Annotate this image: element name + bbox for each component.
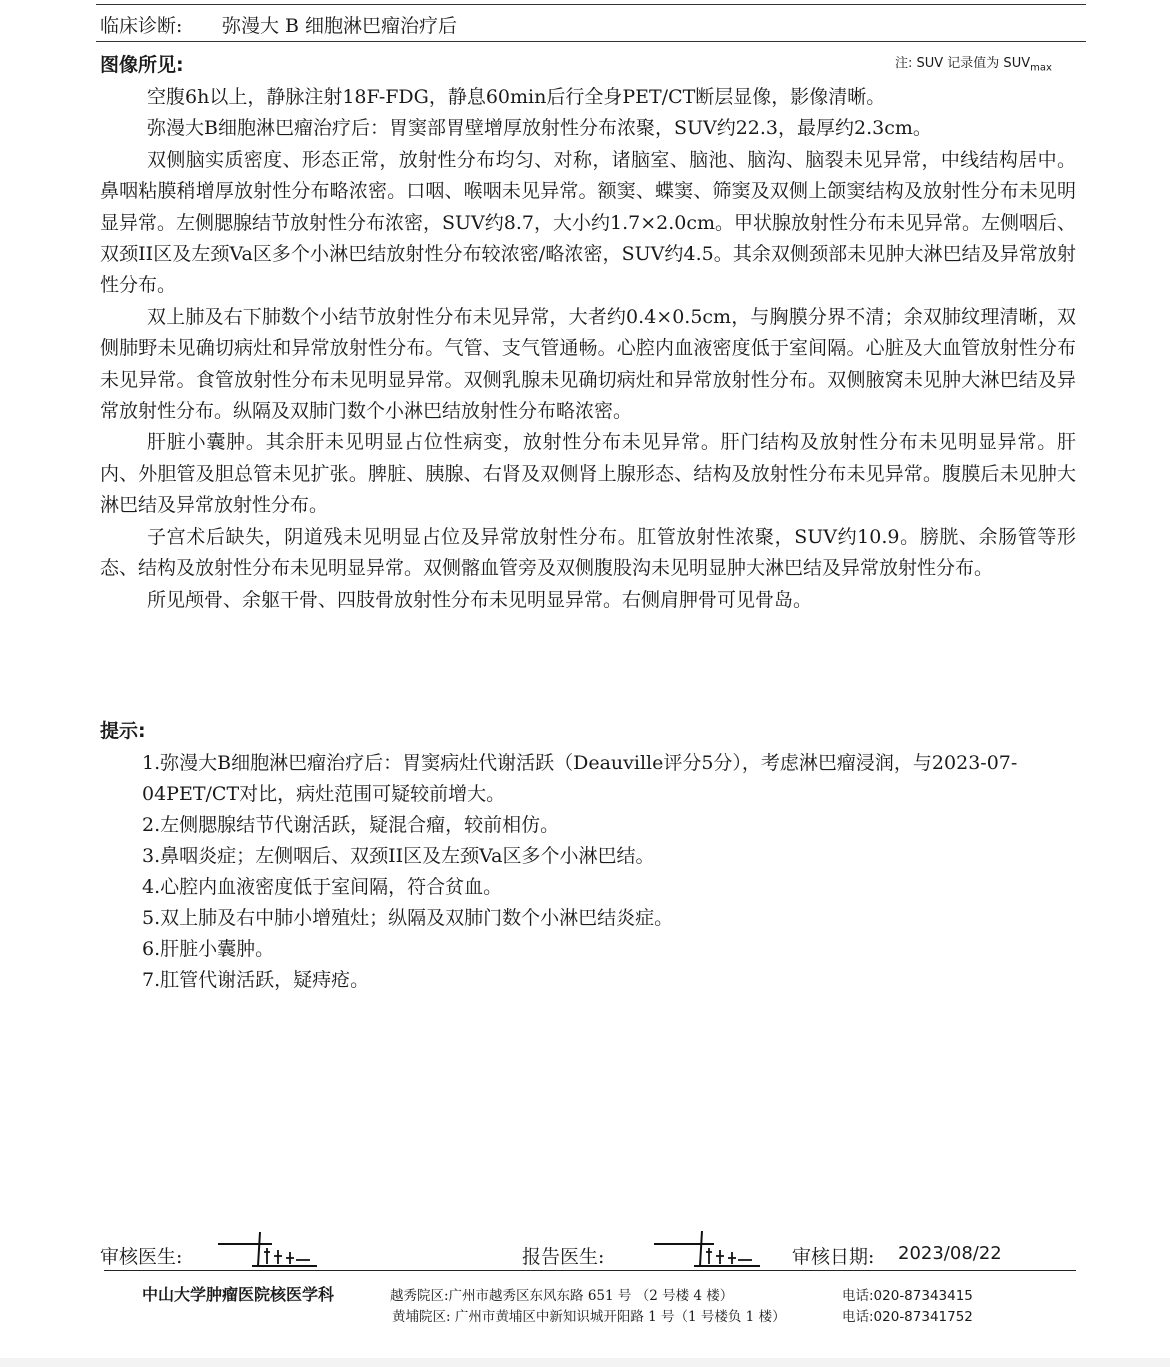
reporter-signature [650,1228,765,1270]
suv-note-subscript: max [1030,62,1052,74]
reviewer-signature [212,1230,322,1270]
footer-rule [104,1270,1076,1271]
header-rule [96,41,1086,42]
review-date-label: 审核日期: [792,1246,875,1268]
impression-item: 5.双上肺及右中肺小增殖灶；纵隔及双肺门数个小淋巴结炎症。 [142,907,674,929]
clinical-diagnosis-label: 临床诊断: [100,15,183,37]
findings-paragraph: 所见颅骨、余躯干骨、四肢骨放射性分布未见明显异常。右侧肩胛骨可见骨岛。 [147,588,813,611]
findings-paragraph: 双侧脑实质密度、形态正常，放射性分布均匀、对称，诸脑室、脑池、脑沟、脑裂未见异常，中线结构居中。鼻咽粘膜稍增厚放射性分布略浓密。口咽、喉咽未见异常。额窦、蝶窦、筛窦及双侧上颌窦结构及放射性分布未见明显异常。左侧腮腺结节放射性分布浓密，SUV约8.7，大小约1.7×2.0cm。甲状腺放射性分布未见异常。左侧咽后、双颈II区及左颈Va区多个小淋巴结放射性分布较浓密/略浓密，SUV约4.5。其余双侧颈部未见肿大淋巴结及异常放射性分布。 [100,148,1076,297]
findings-paragraph: 空腹6h以上，静脉注射18F-FDG，静息60min后行全身PET/CT断层显像，影像清晰。 [147,86,886,108]
campus1-address: 越秀院区:广州市越秀区东风东路 651 号 （2 号楼 4 楼） [390,1288,734,1304]
top-rule [96,4,1086,5]
impression-item: 4.心腔内血液密度低于室间隔，符合贫血。 [142,876,503,898]
findings-paragraph: 弥漫大B细胞淋巴瘤治疗后：胃窦部胃壁增厚放射性分布浓聚，SUV约22.3，最厚约2.3cm。 [147,117,932,140]
impression-item: 7.肛管代谢活跃，疑痔疮。 [142,969,370,991]
suv-note-text: 注: SUV 记录值为 SUV [895,56,1031,71]
campus2-address: 黄埔院区: 广州市黄埔区中新知识城开阳路 1 号（1 号楼负 1 楼） [392,1309,786,1325]
impression-item: 6.肝脏小囊肿。 [142,938,275,960]
campus2-phone: 电话:020-87341752 [842,1309,973,1325]
suv-note [895,52,1052,74]
findings-paragraph: 双上肺及右下肺数个小结节放射性分布未见异常，大者约0.4×0.5cm，与胸膜分界不清；余双肺纹理清晰，双侧肺野未见确切病灶和异常放射性分布。气管、支气管通畅。心腔内血液密度低于室间隔。心脏及大血管放射性分布未见异常。食管放射性分布未见明显异常。双侧乳腺未见确切病灶和异常放射性分布。双侧腋窝未见肿大淋巴结及异常放射性分布。纵隔及双肺门数个小淋巴结放射性分布略浓密。 [100,305,1076,423]
findings-title: 图像所见: [100,54,184,76]
impression-item: 1.弥漫大B细胞淋巴瘤治疗后：胃窦病灶代谢活跃（Deauville评分5分），考虑淋巴瘤浸润，与2023-07-04PET/CT对比，病灶范围可疑较前增大。 [142,752,1018,805]
campus1-phone: 电话:020-87343415 [842,1288,973,1304]
findings-paragraph: 肝脏小囊肿。其余肝未见明显占位性病变，放射性分布未见异常。肝门结构及放射性分布未见明显异常。肝内、外胆管及胆总管未见扩张。脾脏、胰腺、右肾及双侧肾上腺形态、结构及放射性分布未见异常。腹膜后未见肿大淋巴结及异常放射性分布。 [100,431,1076,517]
impression-item: 3.鼻咽炎症；左侧咽后、双颈II区及左颈Va区多个小淋巴结。 [142,845,655,867]
findings-body [100,82,1076,616]
impressions-list [142,748,1062,996]
findings-paragraph: 子宫术后缺失，阴道残未见明显占位及异常放射性分布。肛管放射性浓聚，SUV约10.9。膀胱、余肠管等形态、结构及放射性分布未见明显异常。双侧髂血管旁及双侧腹股沟未见明显肿大淋巴结及异常放射性分布。 [100,525,1076,580]
impression-item: 2.左侧腮腺结节代谢活跃，疑混合瘤，较前相仿。 [142,814,560,836]
clinical-diagnosis-value: 弥漫大 B 细胞淋巴瘤治疗后 [222,15,458,37]
impressions-title: 提示: [100,720,146,742]
review-date-value: 2023/08/22 [898,1243,1002,1264]
reporter-label: 报告医生: [522,1246,605,1268]
department-name: 中山大学肿瘤医院核医学科 [142,1285,335,1304]
reviewer-label: 审核医生: [100,1246,183,1268]
page-bottom-strip [0,1358,1170,1367]
